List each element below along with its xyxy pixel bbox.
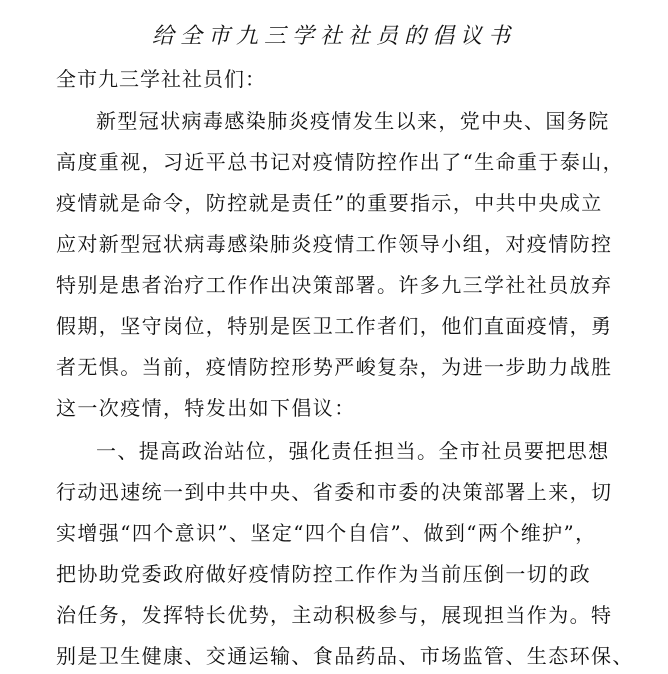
paragraph-line: 疫情就是命令，防控就是责任”的重要指示，中共中央成立 [56, 191, 603, 215]
paragraph-line: 这一次疫情，特发出如下倡议： [56, 396, 356, 420]
paragraph-line: 一、提高政治站位，强化责任担当。全市社员要把思想 [96, 439, 610, 463]
paragraph-line: 假期，坚守岗位，特别是医卫工作者们，他们直面疫情，勇 [56, 314, 613, 338]
paragraph-line: 者无惧。当前，疫情防控形势严峻复杂，为进一步助力战胜 [56, 355, 613, 379]
paragraph-line: 行动迅速统一到中共中央、省委和市委的决策部署上来，切 [56, 480, 613, 504]
document-title: 给全市九三学社社员的倡议书 [151, 24, 516, 49]
paragraph-line: 应对新型冠状病毒感染肺炎疫情工作领导小组，对疫情防控 [56, 232, 613, 256]
paragraph-line: 高度重视，习近平总书记对疫情防控作出了“生命重于泰山， [56, 150, 625, 174]
paragraph-line: 把协助党委政府做好疫情防控工作作为当前压倒一切的政 [56, 562, 591, 586]
paragraph-line: 特别是患者治疗工作作出决策部署。许多九三学社社员放弃 [56, 273, 613, 297]
salutation: 全市九三学社社员们： [56, 67, 266, 91]
paragraph-line: 别是卫生健康、交通运输、食品药品、市场监管、生态环保、 [56, 644, 634, 668]
paragraph-line: 新型冠状病毒感染肺炎疫情发生以来，党中央、国务院 [96, 109, 610, 133]
paragraph-line: 治任务，发挥特长优势，主动积极参与，展现担当作为。特 [56, 603, 613, 627]
paragraph-line: 实增强“四个意识”、坚定“四个自信”、做到“两个维护”， [56, 521, 597, 545]
